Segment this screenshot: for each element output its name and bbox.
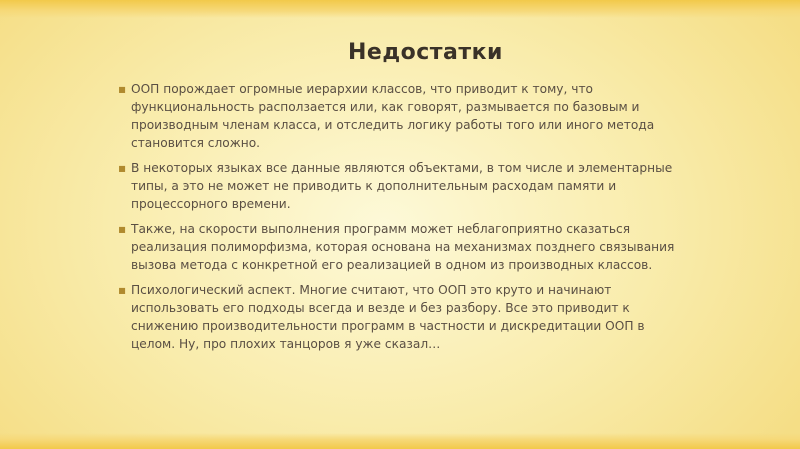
bullet-item: [118, 220, 678, 274]
bullet-marker-icon: ▪: [118, 283, 127, 297]
bullet-marker-icon: ▪: [118, 161, 127, 175]
bullet-text: В некоторых языках все данные являются объектами, в том числе и элементарные типы, а это не может не приводить к дополнительным расходам памяти и процессорного времени.: [131, 161, 673, 211]
bullet-marker-icon: ▪: [118, 222, 127, 236]
bullet-item: [118, 80, 678, 152]
bullet-item: [118, 281, 678, 353]
top-decorative-band: [0, 0, 800, 18]
bullet-text: ООП порождает огромные иерархии классов, что приводит к тому, что функциональность расползается или, как говорят, размывается по базовым и производным членам класса, и отследить логику работы того или иного метода становится сложно.: [131, 82, 655, 150]
bullet-item: [118, 159, 678, 213]
slide-title: Недостатки: [348, 40, 503, 65]
bullet-text: Психологический аспект. Многие считают, что ООП это круто и начинают использовать его подходы всегда и везде и без разбору. Все это приводит к снижению производительности программ в частности и дискредитации ООП в целом. Ну, про плохих танцоров я уже сказал…: [131, 283, 645, 351]
bullet-marker-icon: ▪: [118, 82, 127, 96]
bullet-text: Также, на скорости выполнения программ может неблагоприятно сказаться реализация полиморфизма, которая основана на механизмах позднего связывания вызова метода с конкретной его реализацией в одном из производных классов.: [131, 222, 675, 272]
bottom-decorative-band: [0, 433, 800, 449]
bullet-list: [118, 80, 678, 360]
